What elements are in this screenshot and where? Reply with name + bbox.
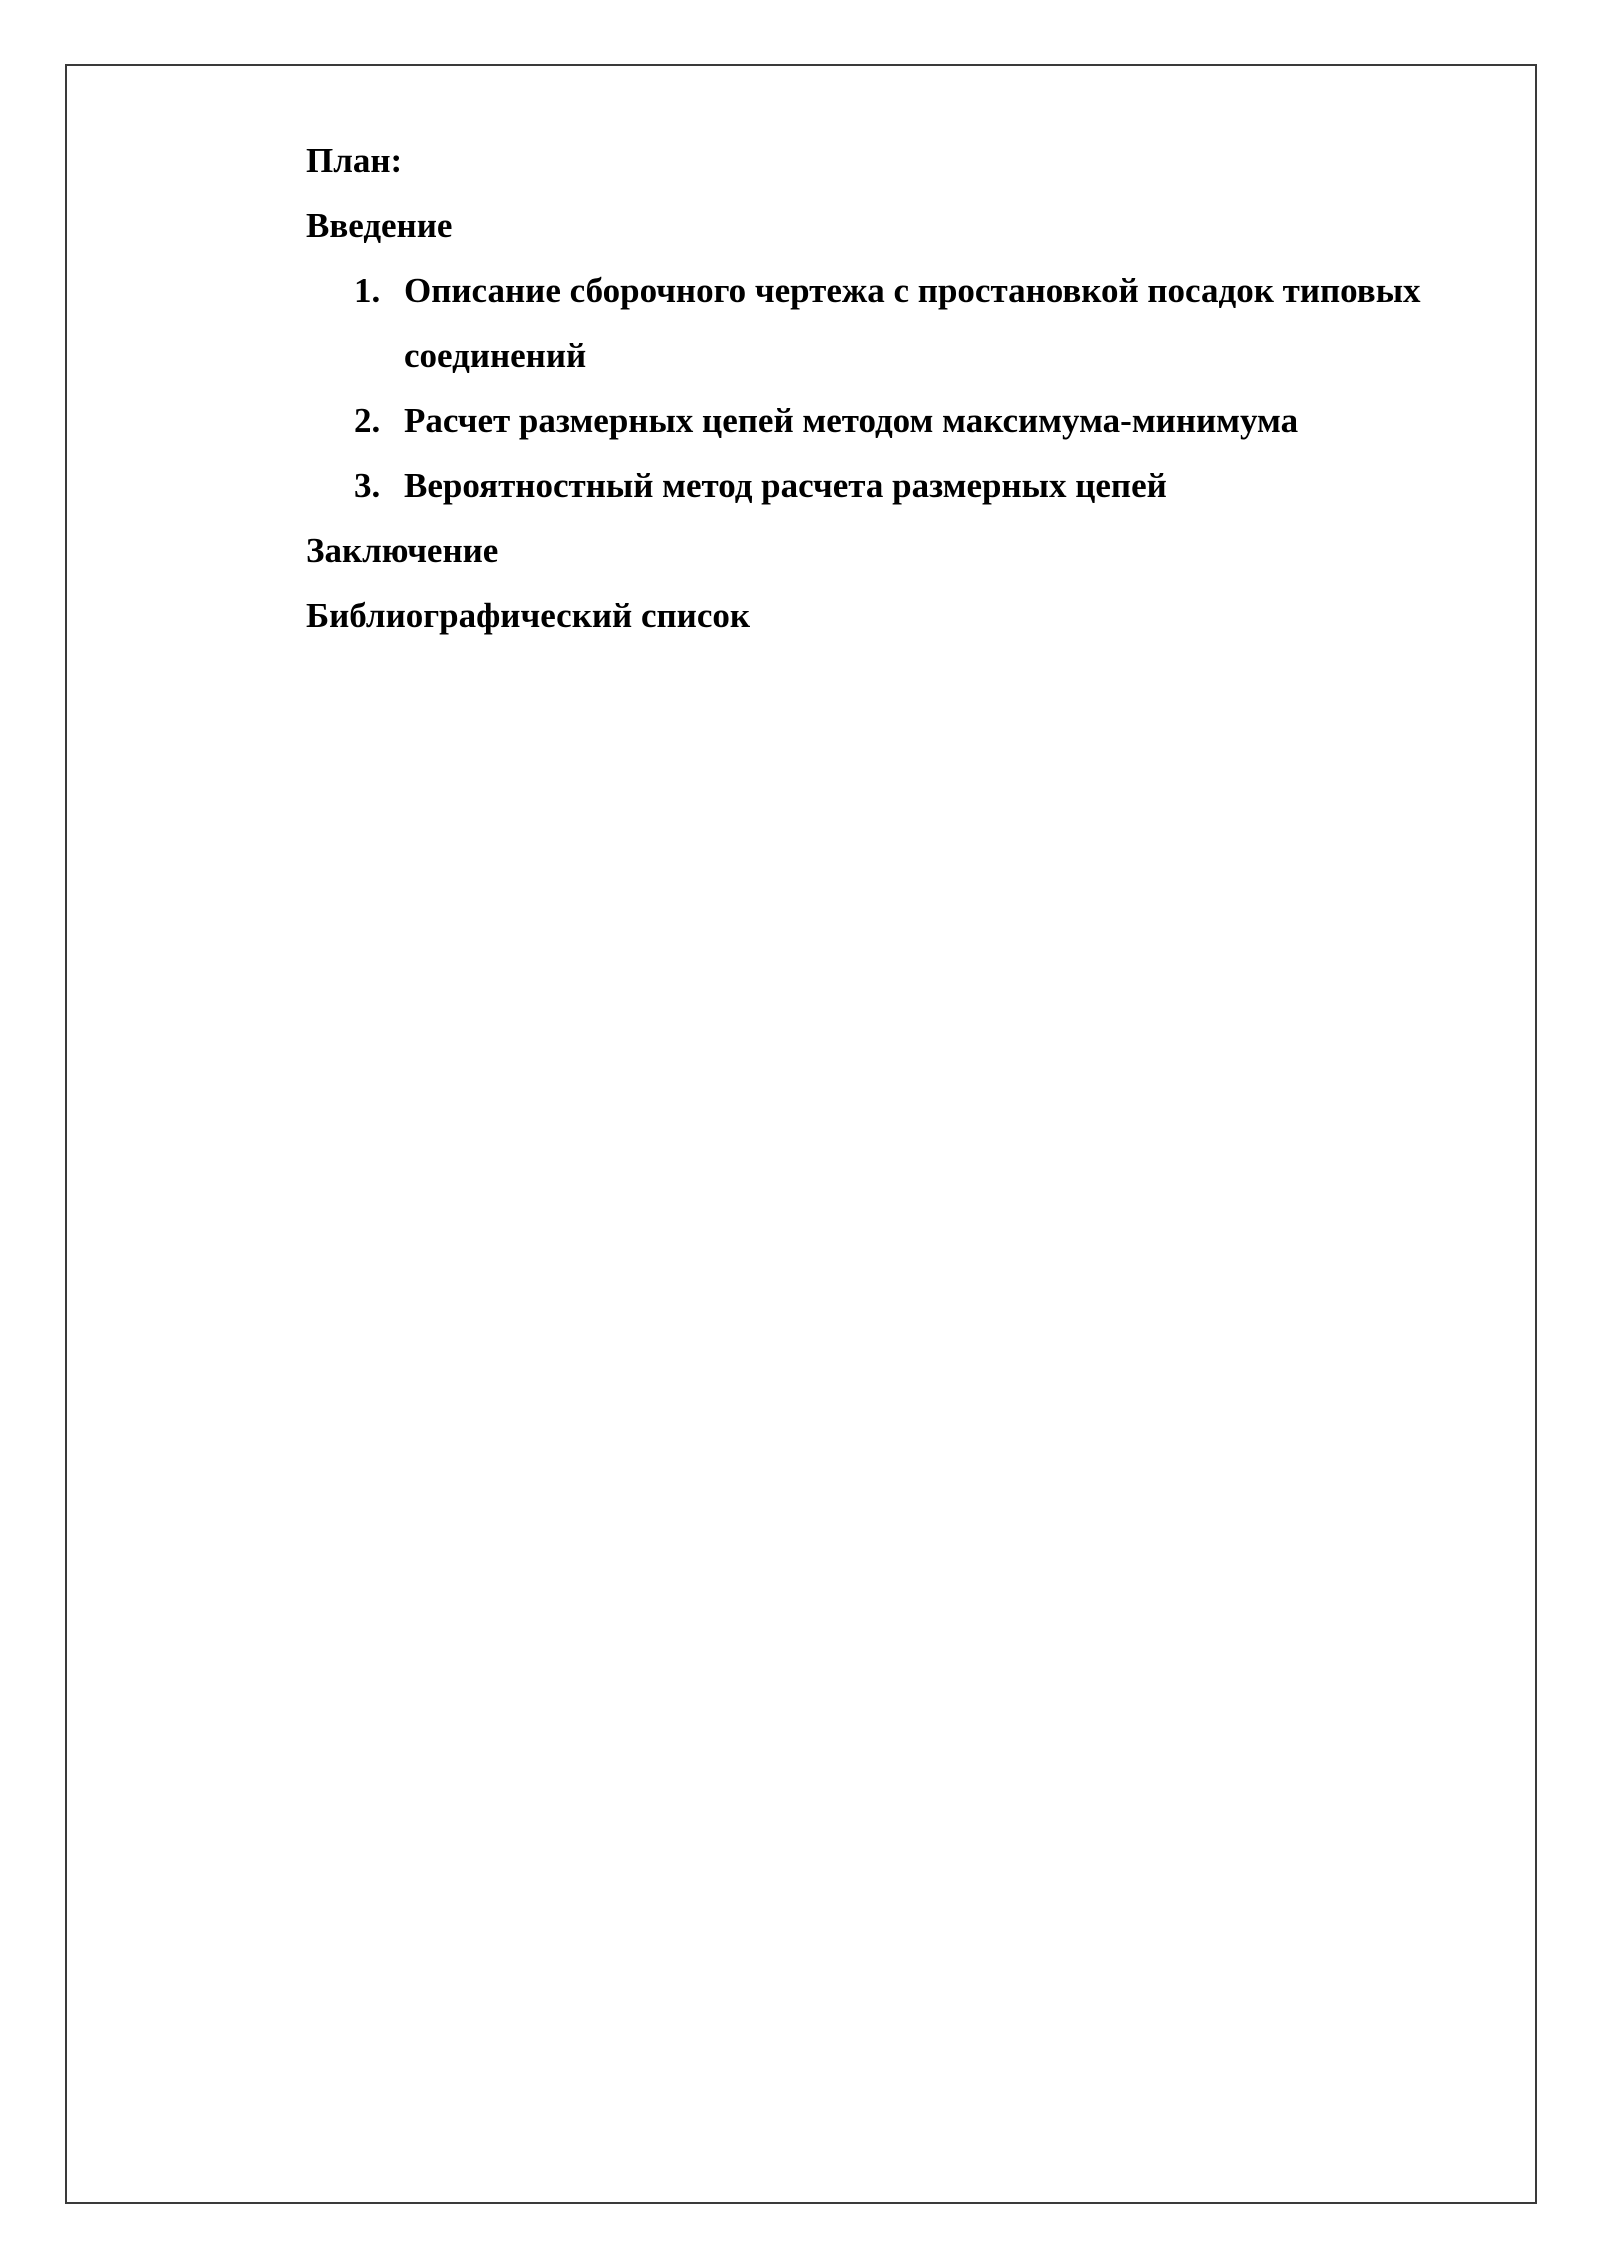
list-item-text: Вероятностный метод расчета размерных цепей <box>404 466 1167 505</box>
list-item-number: 1. <box>354 271 381 310</box>
list-item-text: Расчет размерных цепей методом максимума-минимума <box>404 401 1299 440</box>
plan-heading: План: <box>306 141 403 180</box>
list-item <box>306 258 1536 388</box>
list-item-text: Описание сборочного чертежа с простановкой посадок типовых соединений <box>404 271 1421 375</box>
conclusion-heading: Заключение <box>306 531 499 570</box>
bibliography-heading: Библиографический список <box>306 596 751 635</box>
list-item <box>306 388 1536 453</box>
plan-list <box>306 258 1536 518</box>
list-item <box>306 453 1536 518</box>
list-item-number: 2. <box>354 401 381 440</box>
document-body <box>306 128 1536 648</box>
introduction-heading: Введение <box>306 206 453 245</box>
list-item-number: 3. <box>354 466 381 505</box>
